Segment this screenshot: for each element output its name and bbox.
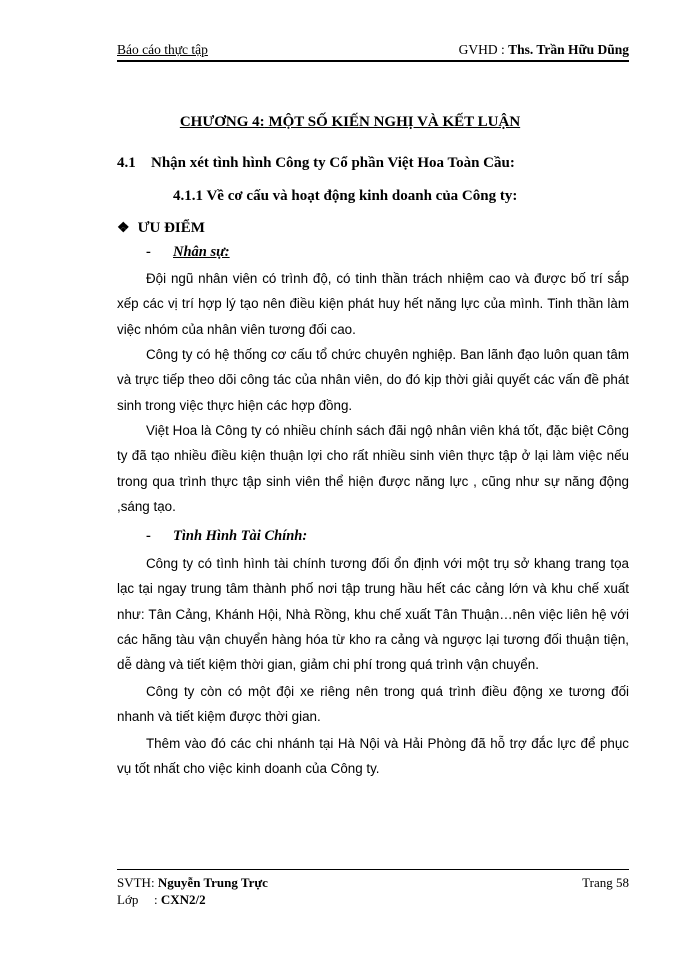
section-number: 4.1 [117, 155, 136, 171]
subsection-heading: 4.1.1 Về cơ cấu và hoạt động kinh doanh của Công ty: [173, 188, 518, 204]
subheading-nhan-su [146, 244, 230, 261]
subheading-title: Nhân sự: [173, 244, 230, 260]
dash-bullet: - [146, 244, 151, 260]
page-number: Trang 58 [582, 875, 629, 890]
class-label: Lớp [117, 892, 139, 907]
class-value: CXN2/2 [160, 892, 206, 907]
paragraph: Việt Hoa là Công ty có nhiều chính sách đãi ngộ nhân viên khá tốt, đặc biệt Công ty đã tạo nhiều điều kiện thuận lợi cho rất nhiều sinh viên thực tập ở lại làm việc nếu trong qua trình thực tập sinh viên thể hiện được năng lực , cũng như sự năng động ,sáng tạo. [117, 423, 629, 514]
paragraph: Công ty có tình hình tài chính tương đối ổn định với một trụ sở khang trang tọa lạc tại ngay trung tâm thành phố nơi tập trung hầu hết các cảng lớn và khu chế xuất như: Tân Cảng, Khánh Hội, Nhà Rồng, khu chế xuất Tân Thuận…nên việc liên hệ với các hãng tàu vận chuyển hàng hóa từ kho ra cảng và ngược lại tương đối thuận tiện, dễ dàng và tiết kiệm thời gian, giảm chi phí trong quá trình vận chuyển. [117, 556, 629, 673]
chapter-label: CHƯƠNG 4: [179, 114, 265, 130]
chapter-title: MỘT SỐ KIẾN NGHỊ VÀ KẾT LUẬN [264, 114, 521, 130]
supervisor-label: GVHD : [458, 42, 509, 57]
page-header [117, 40, 629, 62]
section-heading [117, 155, 515, 172]
dash-bullet: - [146, 528, 151, 544]
student-label: SVTH: [117, 875, 158, 890]
paragraph: Thêm vào đó các chi nhánh tại Hà Nội và Hải Phòng đã hỗ trợ đắc lực để phục vụ tốt nhất cho việc kinh doanh của Công ty. [117, 736, 629, 777]
diamond-bullet-icon: ❖ [117, 221, 130, 236]
paragraph: Công ty còn có một đội xe riêng nên trong quá trình điều động xe tương đối nhanh và tiết kiệm được thời gian. [117, 684, 629, 725]
supervisor-name: Ths. Trần Hữu Dũng [508, 42, 629, 57]
page-footer [117, 869, 629, 910]
student-name: Nguyễn Trung Trực [157, 875, 268, 890]
paragraph: Đội ngũ nhân viên có trình độ, có tinh thần trách nhiệm cao và được bố trí sắp xếp các vị trí hợp lý tạo nên điều kiện phát huy hết năng lực của mình. Tinh thần làm việc nhóm của nhân viên tương đối cao. [117, 271, 629, 337]
section-title: Nhận xét tình hình Công ty Cổ phần Việt Hoa Toàn Cầu: [151, 155, 515, 171]
supervisor [459, 42, 629, 58]
subheading-title: Tình Hình Tài Chính: [173, 528, 308, 544]
advantages-heading [117, 220, 205, 237]
paragraph: Công ty có hệ thống cơ cấu tổ chức chuyên nghiệp. Ban lãnh đạo luôn quan tâm và trực tiếp theo dõi công tác của nhân viên, do đó kịp thời giải quyết các vấn đề phát sinh trong việc thực hiện các hợp đồng. [117, 347, 629, 413]
report-title: Báo cáo thực tập [117, 42, 208, 57]
subheading-tai-chinh [146, 528, 307, 545]
student-line [117, 875, 268, 891]
advantages-title: ƯU ĐIỂM [137, 220, 205, 236]
class-line: Lớp : CXN2/2 [117, 892, 206, 907]
chapter-heading [0, 114, 700, 131]
